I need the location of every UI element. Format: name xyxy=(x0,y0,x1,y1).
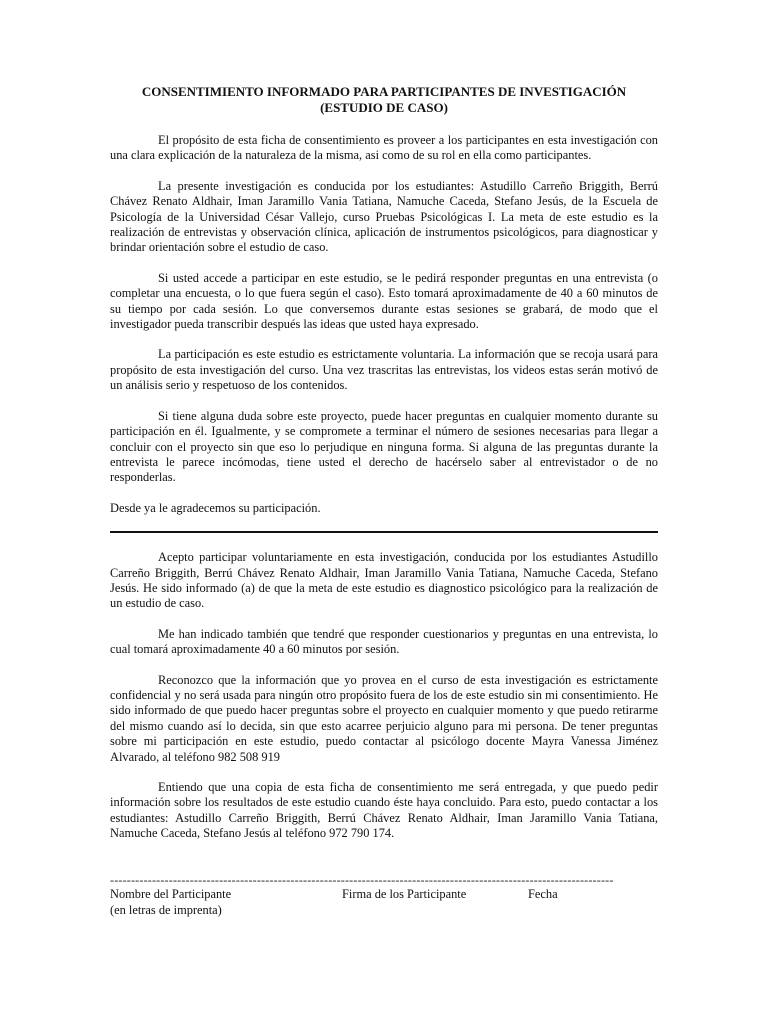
section-divider xyxy=(110,531,658,533)
intro-paragraph-questions: Si tiene alguna duda sobre este proyecto, puede hacer preguntas en cualquier momento durante su participación en él. Igualmente, y se compromete a terminar el número de sesiones necesarias para llegar a concluir con el proyecto sin que eso lo perjudique en ninguna forma. Si alguna de las preguntas durante la entrevista le parece incómodas, tiene usted el derecho de hacérselo saber al entrevistador o de no responderlas. xyxy=(110,408,658,485)
participant-name-sublabel: (en letras de imprenta) xyxy=(110,902,222,917)
document-title xyxy=(110,84,658,116)
signature-dashed-line: ------------------------------------------------------------------------------------------------------------------------ xyxy=(110,873,614,886)
intro-paragraph-researchers: La presente investigación es conducida por los estudiantes: Astudillo Carreño Briggith, Berrú Chávez Renato Aldhair, Iman Jaramillo Vania Tatiana, Namuche Caceda, Stefano Jesús, de la Escuela de Psicología de la Universidad César Vallejo, curso Pruebas Psicológicas I. La meta de este estudio es la realización de entrevistas y observación clínica, aplicación de instrumentos psicológicos, para diagnosticar y brindar orientación sobre el estudio de caso. xyxy=(110,178,658,255)
consent-paragraph-confidential: Reconozco que la información que yo provea en el curso de esta investigación es estrictamente confidencial y no será usada para ningún otro propósito fuera de los de este estudio sin mi consentimiento. He sido informado de que puedo hacer preguntas sobre el proyecto en cualquier momento y que puedo retirarme del mismo cuando así lo decida, sin que esto acarree perjuicio alguno para mi persona. De tener preguntas sobre mi participación en este estudio, puedo contactar al psicólogo docente Mayra Vanessa Jiménez Alvarado, al teléfono 982 508 919 xyxy=(110,672,658,764)
intro-paragraph-procedure: Si usted accede a participar en este estudio, se le pedirá responder preguntas en una entrevista (o completar una encuesta, o lo que fuera según el caso). Esto tomará aproximadamente de 40 a 60 minutos de su tiempo por cada sesión. Lo que conversemos durante estas sesiones se grabará, de modo que el investigador pueda transcribir después las ideas que usted haya expresado. xyxy=(110,270,658,332)
signature-labels-row xyxy=(110,886,658,902)
title-line-2: (ESTUDIO DE CASO) xyxy=(320,100,448,115)
intro-paragraph-voluntary: La participación es este estudio es estrictamente voluntaria. La información que se recoja usará para propósito de esta investigación del curso. Una vez trascritas las entrevistas, los videos estas serán motivó de un análisis serio y respetuoso de los contenidos. xyxy=(110,347,658,393)
thanks-line: Desde ya le agradecemos su participación. xyxy=(110,500,321,515)
consent-paragraph-copy: Entiendo que una copia de esta ficha de consentimiento me será entregada, y que puedo pedir información sobre los resultados de este estudio cuando éste haya concluido. Para esto, puedo contactar a los estudiantes: Astudillo Carreño Briggith, Berrú Chávez Renato Aldhair, Iman Jaramillo Vania Tatiana, Namuche Caceda, Stefano Jesús al teléfono 972 790 174. xyxy=(110,780,658,841)
date-label: Fecha xyxy=(528,886,558,901)
consent-paragraph-duration: Me han indicado también que tendré que responder cuestionarios y preguntas en una entrevista, lo cual tomará aproximadamente 40 a 60 minutos por sesión. xyxy=(110,626,658,657)
signature-label: Firma de los Participante xyxy=(342,886,467,901)
consent-paragraph-accept: Acepto participar voluntariamente en esta investigación, conducida por los estudiantes Astudillo Carreño Briggith, Berrú Chávez Renato Aldhair, Iman Jaramillo Vania Tatiana, Namuche Caceda, Stefano Jesús. He sido informado (a) de que la meta de este estudio es diagnostico psicológico para la realización de un estudio de caso. xyxy=(110,550,658,611)
title-line-1: CONSENTIMIENTO INFORMADO PARA PARTICIPANTES DE INVESTIGACIÓN xyxy=(141,84,627,99)
intro-paragraph-purpose: El propósito de esta ficha de consentimiento es proveer a los participantes en esta investigación con una clara explicación de la naturaleza de la misma, asi como de su rol en ella como participantes. xyxy=(110,133,658,163)
participant-name-label: Nombre del Participante xyxy=(110,886,232,901)
